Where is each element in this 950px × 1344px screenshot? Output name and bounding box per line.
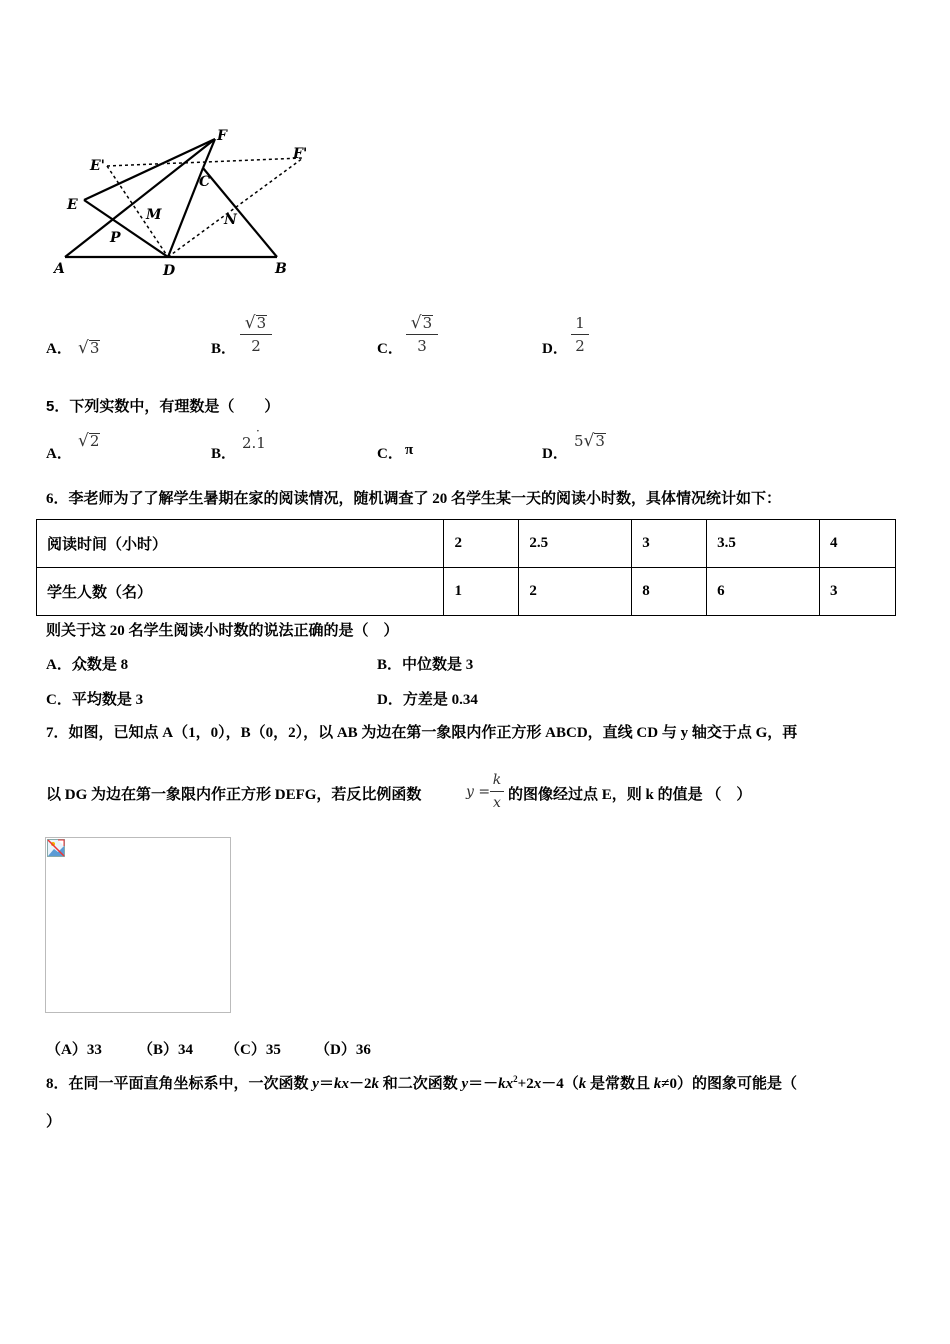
label-A: A <box>54 261 65 277</box>
label-N: N <box>224 212 237 228</box>
geometry-figure <box>40 120 330 290</box>
table-cell: 3 <box>632 520 707 568</box>
table-cell: 8 <box>632 568 707 616</box>
label-M: M <box>146 207 162 223</box>
table-cell: 3.5 <box>707 520 820 568</box>
table-row-label: 学生人数（名） <box>37 568 444 616</box>
table-cell: 2.5 <box>519 520 632 568</box>
table-cell: 2 <box>444 520 519 568</box>
q6-option-a: A．众数是 8 <box>46 657 129 673</box>
formula-lhs: y = <box>466 784 491 800</box>
q8-line1: 8．在同一平面直角坐标系中，一次函数 y＝kx－2k 和二次函数 $y=-kx^2+2x-4(k$ 是常数且 k≠0）的图象可能是（ <box>46 1074 797 1092</box>
label-C: C <box>199 174 211 190</box>
q6-option-b: B．中位数是 3 <box>377 657 474 673</box>
q7-line2-after: 的图像经过点 E，则 k 的值是 （ ） <box>508 787 752 803</box>
q5-stem: 5．下列实数中，有理数是（ ） <box>46 398 280 415</box>
q6-stem: 6．李老师为了了解学生暑期在家的阅读情况，随机调查了 20 名学生某一天的阅读小时数，具体情况统计如下： <box>46 491 782 507</box>
table-cell: 1 <box>444 568 519 616</box>
table-row-label: 阅读时间（小时） <box>37 520 444 568</box>
label-P: P <box>110 230 121 246</box>
label-D: D <box>163 263 176 279</box>
q7-line2-before: 以 DG 为边在第一象限内作正方形 DEFG，若反比例函数 <box>46 787 422 803</box>
table-row <box>37 568 896 616</box>
label-F: F <box>217 128 227 144</box>
broken-image-placeholder <box>45 837 231 1013</box>
reading-stats-table <box>36 519 896 616</box>
broken-image-icon <box>47 839 65 857</box>
label-F-prime: F' <box>293 146 308 162</box>
q7-option-b: （B）34 <box>138 1042 194 1058</box>
label-E-prime: E' <box>90 158 105 174</box>
q7-option-a: （A）33 <box>46 1042 102 1058</box>
table-cell: 4 <box>820 520 896 568</box>
q6-option-d: D．方差是 0.34 <box>377 692 478 708</box>
sqrt-radicand: 3 <box>89 339 100 357</box>
q6-question: 则关于这 20 名学生阅读小时数的说法正确的是（ ） <box>46 623 399 639</box>
q8-line2: ） <box>46 1114 62 1130</box>
table-cell: 6 <box>707 568 820 616</box>
table-cell: 2 <box>519 568 632 616</box>
table-cell: 3 <box>820 568 896 616</box>
q6-option-c: C．平均数是 3 <box>46 692 144 708</box>
q7-option-d: （D）36 <box>315 1042 371 1058</box>
formula-fraction: k x <box>490 770 504 813</box>
table-row <box>37 520 896 568</box>
q7-line1: 7．如图，已知点 A（1，0），B（0，2），以 AB 为边在第一象限内作正方形 ABCD，直线 CD 与 y 轴交于点 G，再 <box>46 725 798 741</box>
q7-option-c: （C）35 <box>225 1042 281 1058</box>
label-B: B <box>275 261 287 277</box>
label-E: E <box>67 197 78 213</box>
